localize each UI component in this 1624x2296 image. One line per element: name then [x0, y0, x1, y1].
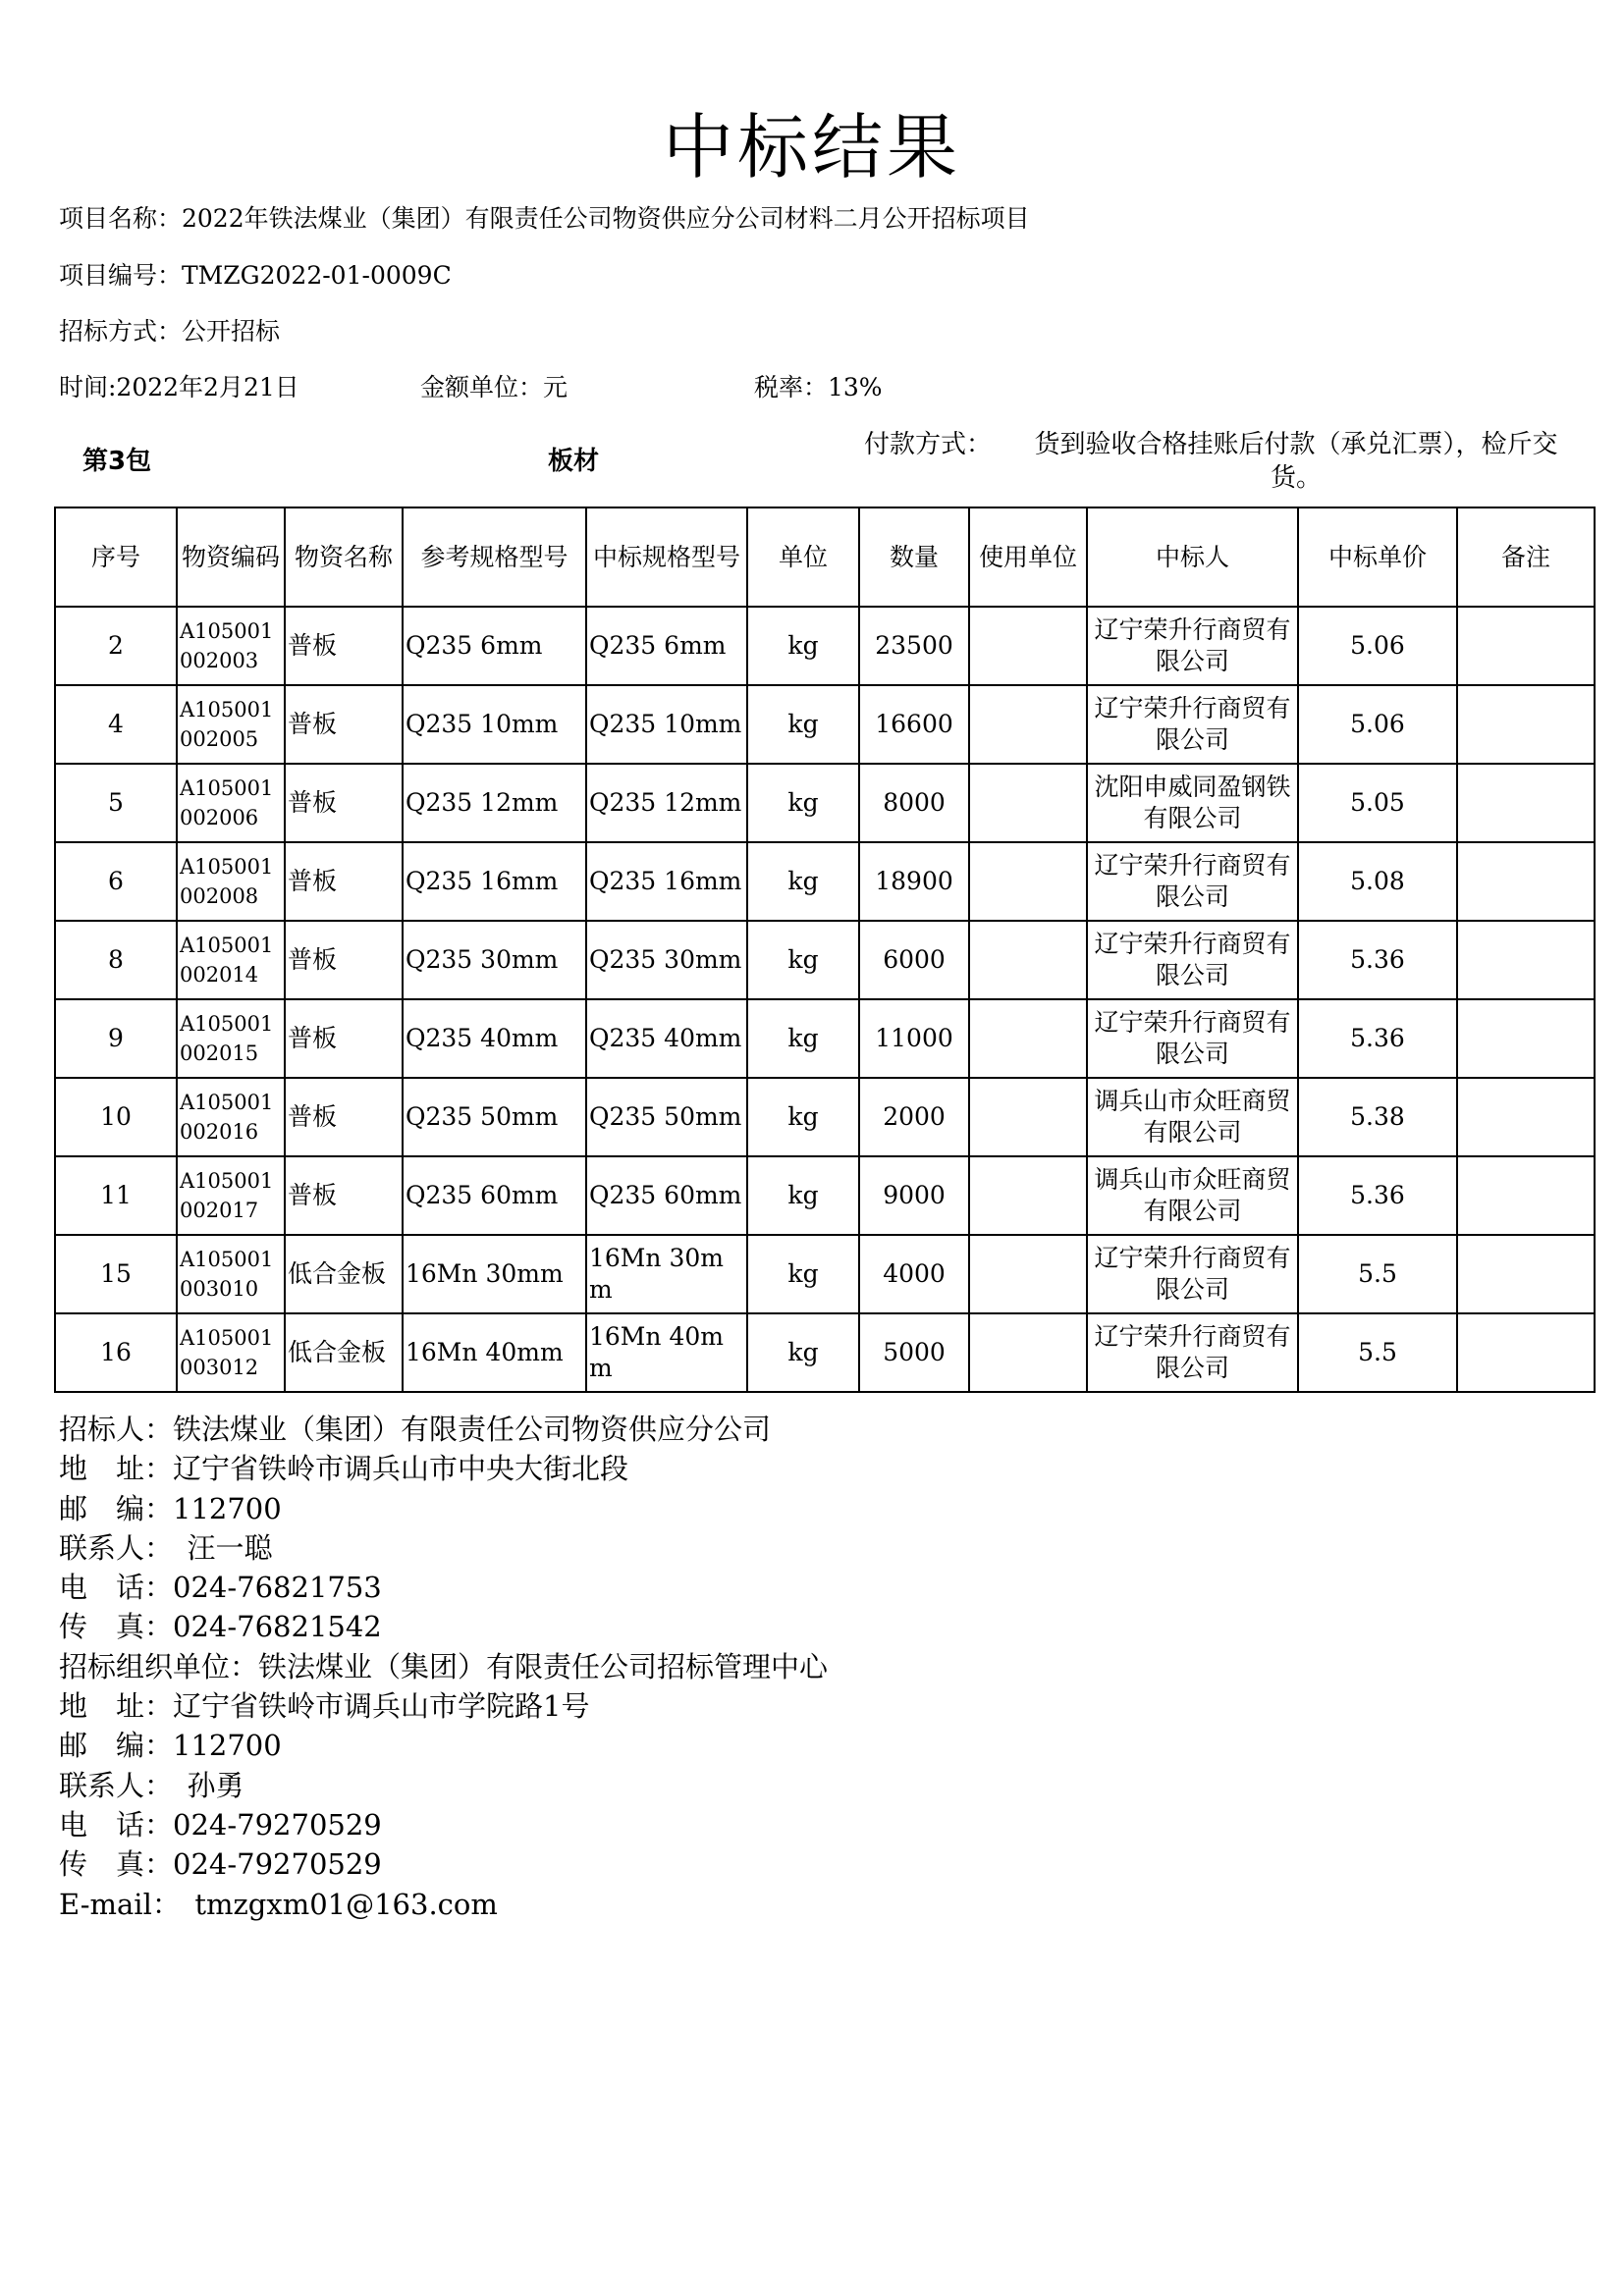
cell-remark: [1457, 1156, 1595, 1235]
cell-ref-spec: Q235 12mm: [403, 764, 586, 842]
cell-name: 低合金板: [285, 1313, 403, 1392]
cell-price: 5.36: [1298, 921, 1457, 999]
cell-price: 5.05: [1298, 764, 1457, 842]
table-header-row: [55, 507, 1595, 607]
header-ref-spec: 参考规格型号: [403, 507, 586, 607]
cell-user-dept: [969, 685, 1087, 764]
cell-winner: 调兵山市众旺商贸有限公司: [1087, 1156, 1298, 1235]
cell-winner: 辽宁荣升行商贸有限公司: [1087, 685, 1298, 764]
cell-price: 5.06: [1298, 607, 1457, 685]
cell-code: A105001002017: [177, 1156, 285, 1235]
table-row: [55, 1313, 1595, 1392]
cell-code: A105001002015: [177, 999, 285, 1078]
agency-fax: 传 真：024-79270529: [59, 1847, 382, 1882]
cell-quantity: 8000: [859, 764, 969, 842]
cell-quantity: 9000: [859, 1156, 969, 1235]
tenderer-address: 地 址：辽宁省铁岭市调兵山市中央大街北段: [59, 1452, 629, 1486]
cell-price: 5.5: [1298, 1235, 1457, 1313]
agency-line: 招标组织单位：铁法煤业（集团）有限责任公司招标管理中心: [59, 1649, 829, 1683]
cell-quantity: 11000: [859, 999, 969, 1078]
cell-award-spec: Q235 16mm: [586, 842, 747, 921]
cell-name: 普板: [285, 1078, 403, 1156]
cell-user-dept: [969, 1313, 1087, 1392]
cell-seq: 15: [55, 1235, 177, 1313]
cell-name: 普板: [285, 842, 403, 921]
cell-price: 5.38: [1298, 1078, 1457, 1156]
cell-quantity: 23500: [859, 607, 969, 685]
cell-name: 普板: [285, 685, 403, 764]
award-table: [54, 507, 1596, 1393]
cell-quantity: 2000: [859, 1078, 969, 1156]
cell-unit: kg: [747, 607, 859, 685]
cell-code: A105001002008: [177, 842, 285, 921]
header-material-name: 物资名称: [285, 507, 403, 607]
cell-winner: 辽宁荣升行商贸有限公司: [1087, 1313, 1298, 1392]
cell-seq: 10: [55, 1078, 177, 1156]
cell-seq: 8: [55, 921, 177, 999]
header-award-spec: 中标规格型号: [586, 507, 747, 607]
cell-award-spec: Q235 60mm: [586, 1156, 747, 1235]
payment-terms: 货到验收合格挂账后付款（承兑汇票），检斤交货。: [1034, 430, 1558, 493]
cell-winner: 辽宁荣升行商贸有限公司: [1087, 842, 1298, 921]
cell-seq: 5: [55, 764, 177, 842]
cell-ref-spec: Q235 16mm: [403, 842, 586, 921]
cell-code: A105001002003: [177, 607, 285, 685]
project-name: 项目名称：2022年铁法煤业（集团）有限责任公司物资供应分公司材料二月公开招标项目: [59, 204, 1030, 233]
cell-price: 5.36: [1298, 1156, 1457, 1235]
table-row: [55, 921, 1595, 999]
cell-unit: kg: [747, 685, 859, 764]
cell-quantity: 6000: [859, 921, 969, 999]
agency-postcode: 邮 编：112700: [59, 1729, 282, 1763]
cell-code: A105001002005: [177, 685, 285, 764]
cell-remark: [1457, 1235, 1595, 1313]
cell-seq: 4: [55, 685, 177, 764]
cell-unit: kg: [747, 921, 859, 999]
cell-name: 普板: [285, 764, 403, 842]
cell-ref-spec: Q235 30mm: [403, 921, 586, 999]
table-row: [55, 764, 1595, 842]
tenderer-contact: 联系人： 汪一聪: [59, 1530, 273, 1565]
category-label: 板材: [548, 447, 600, 476]
agency-contact: 联系人： 孙勇: [59, 1768, 244, 1802]
cell-code: A105001002016: [177, 1078, 285, 1156]
cell-winner: 辽宁荣升行商贸有限公司: [1087, 1235, 1298, 1313]
cell-code: A105001002006: [177, 764, 285, 842]
package-label: 第3包: [82, 447, 152, 476]
cell-code: A105001002014: [177, 921, 285, 999]
cell-remark: [1457, 1078, 1595, 1156]
page-title: 中标结果: [662, 106, 961, 188]
currency-unit-text: 金额单位：元: [420, 373, 568, 401]
cell-price: 5.5: [1298, 1313, 1457, 1392]
cell-ref-spec: Q235 60mm: [403, 1156, 586, 1235]
cell-remark: [1457, 764, 1595, 842]
cell-ref-spec: 16Mn 30mm: [403, 1235, 586, 1313]
bid-method: 招标方式：公开招标: [59, 317, 281, 346]
cell-ref-spec: Q235 50mm: [403, 1078, 586, 1156]
tenderer-line: 招标人：铁法煤业（集团）有限责任公司物资供应分公司: [59, 1413, 772, 1446]
cell-unit: kg: [747, 999, 859, 1078]
cell-user-dept: [969, 1156, 1087, 1235]
cell-seq: 11: [55, 1156, 177, 1235]
cell-quantity: 5000: [859, 1313, 969, 1392]
cell-winner: 沈阳申威同盈钢铁有限公司: [1087, 764, 1298, 842]
cell-award-spec: Q235 12mm: [586, 764, 747, 842]
header-quantity: 数量: [859, 507, 969, 607]
cell-unit: kg: [747, 764, 859, 842]
cell-quantity: 18900: [859, 842, 969, 921]
agency-address: 地 址：辽宁省铁岭市调兵山市学院路1号: [59, 1689, 590, 1724]
cell-user-dept: [969, 764, 1087, 842]
cell-award-spec: Q235 40mm: [586, 999, 747, 1078]
cell-unit: kg: [747, 1078, 859, 1156]
date-text: 时间:2022年2月21日: [59, 373, 299, 401]
cell-user-dept: [969, 999, 1087, 1078]
cell-ref-spec: Q235 40mm: [403, 999, 586, 1078]
cell-price: 5.06: [1298, 685, 1457, 764]
cell-seq: 6: [55, 842, 177, 921]
table-row: [55, 1156, 1595, 1235]
tenderer-fax: 传 真：024-76821542: [59, 1610, 382, 1644]
cell-name: 普板: [285, 607, 403, 685]
header-material-code: 物资编码: [177, 507, 285, 607]
table-row: [55, 685, 1595, 764]
table-row: [55, 1078, 1595, 1156]
cell-award-spec: Q235 50mm: [586, 1078, 747, 1156]
table-row: [55, 1235, 1595, 1313]
cell-user-dept: [969, 1078, 1087, 1156]
header-user-dept: 使用单位: [969, 507, 1087, 607]
cell-remark: [1457, 607, 1595, 685]
header-remark: 备注: [1457, 507, 1595, 607]
cell-award-spec: Q235 6mm: [586, 607, 747, 685]
header-seq: 序号: [55, 507, 177, 607]
header-winner: 中标人: [1087, 507, 1298, 607]
cell-ref-spec: Q235 10mm: [403, 685, 586, 764]
agency-email: E-mail： tmzgxm01@163.com: [59, 1887, 498, 1921]
cell-remark: [1457, 999, 1595, 1078]
cell-price: 5.36: [1298, 999, 1457, 1078]
cell-unit: kg: [747, 842, 859, 921]
cell-unit: kg: [747, 1235, 859, 1313]
cell-name: 普板: [285, 999, 403, 1078]
cell-code: A105001003010: [177, 1235, 285, 1313]
cell-name: 低合金板: [285, 1235, 403, 1313]
cell-seq: 16: [55, 1313, 177, 1392]
cell-winner: 辽宁荣升行商贸有限公司: [1087, 999, 1298, 1078]
cell-remark: [1457, 842, 1595, 921]
cell-seq: 2: [55, 607, 177, 685]
cell-seq: 9: [55, 999, 177, 1078]
cell-remark: [1457, 685, 1595, 764]
cell-award-spec: 16Mn 40mm: [586, 1313, 747, 1392]
cell-unit: kg: [747, 1313, 859, 1392]
table-row: [55, 607, 1595, 685]
header-unit-price: 中标单价: [1298, 507, 1457, 607]
cell-award-spec: 16Mn 30mm: [586, 1235, 747, 1313]
cell-quantity: 4000: [859, 1235, 969, 1313]
tax-rate-text: 税率：13%: [754, 373, 883, 401]
cell-winner: 辽宁荣升行商贸有限公司: [1087, 607, 1298, 685]
cell-unit: kg: [747, 1156, 859, 1235]
table-row: [55, 999, 1595, 1078]
cell-name: 普板: [285, 1156, 403, 1235]
cell-user-dept: [969, 921, 1087, 999]
cell-code: A105001003012: [177, 1313, 285, 1392]
cell-user-dept: [969, 1235, 1087, 1313]
payment-label: 付款方式：: [864, 430, 993, 459]
contact-block: [59, 1410, 828, 1924]
cell-price: 5.08: [1298, 842, 1457, 921]
agency-phone: 电 话：024-79270529: [59, 1807, 382, 1842]
cell-user-dept: [969, 842, 1087, 921]
cell-award-spec: Q235 10mm: [586, 685, 747, 764]
cell-remark: [1457, 1313, 1595, 1392]
project-number: 项目编号：TMZG2022-01-0009C: [59, 261, 452, 290]
cell-user-dept: [969, 607, 1087, 685]
cell-winner: 辽宁荣升行商贸有限公司: [1087, 921, 1298, 999]
tenderer-postcode: 邮 编：112700: [59, 1491, 282, 1525]
cell-ref-spec: 16Mn 40mm: [403, 1313, 586, 1392]
header-unit: 单位: [747, 507, 859, 607]
cell-winner: 调兵山市众旺商贸有限公司: [1087, 1078, 1298, 1156]
tenderer-phone: 电 话：024-76821753: [59, 1571, 382, 1605]
cell-award-spec: Q235 30mm: [586, 921, 747, 999]
cell-ref-spec: Q235 6mm: [403, 607, 586, 685]
table-row: [55, 842, 1595, 921]
cell-quantity: 16600: [859, 685, 969, 764]
cell-name: 普板: [285, 921, 403, 999]
cell-remark: [1457, 921, 1595, 999]
